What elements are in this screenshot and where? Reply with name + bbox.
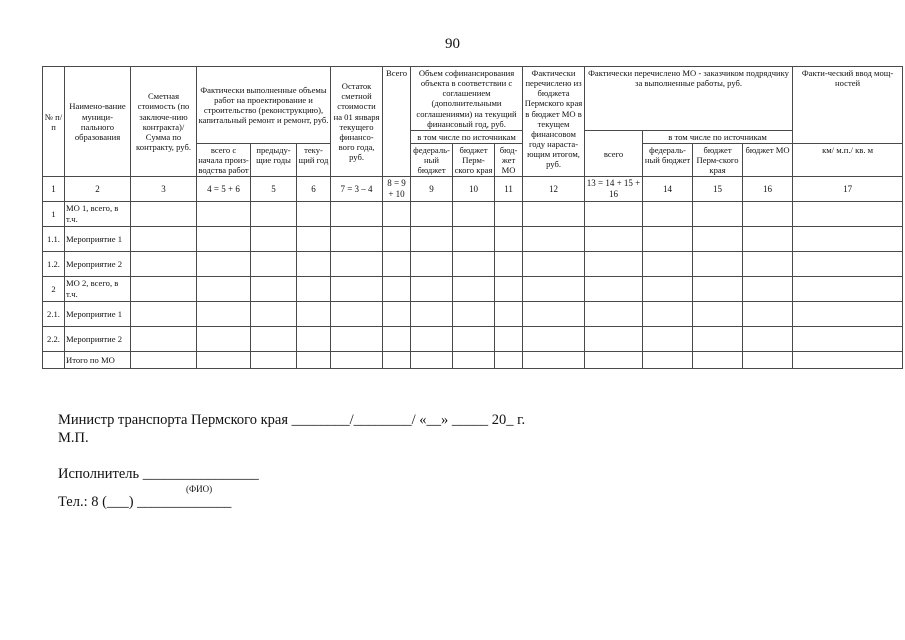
empty-cell (495, 326, 523, 351)
report-table-container (42, 66, 894, 369)
empty-cell (693, 251, 743, 276)
empty-cell (793, 301, 903, 326)
row-number: 1.2. (43, 251, 65, 276)
empty-cell (743, 226, 793, 251)
header-group-works: Фактически выполненные объемы работ на проектирование и строительство (реконструкцию), капитальный ремонт и ремонт, руб. (197, 67, 331, 144)
empty-cell (411, 276, 453, 301)
table-row (43, 226, 903, 251)
empty-cell (197, 226, 251, 251)
empty-cell (643, 326, 693, 351)
empty-cell (411, 226, 453, 251)
row-municipality-name: МО 2, всего, в т.ч. (65, 276, 131, 301)
empty-cell (197, 301, 251, 326)
empty-cell (383, 301, 411, 326)
empty-cell (523, 251, 585, 276)
empty-cell (643, 201, 693, 226)
empty-cell (331, 301, 383, 326)
empty-cell (251, 226, 297, 251)
empty-cell (693, 301, 743, 326)
empty-cell (197, 351, 251, 368)
empty-cell (331, 326, 383, 351)
empty-cell (743, 326, 793, 351)
empty-cell (197, 251, 251, 276)
header-col-paid-federal: федераль-ный бюджет (643, 143, 693, 176)
empty-cell (523, 276, 585, 301)
empty-cell (297, 351, 331, 368)
header-col-number: № п/п (43, 67, 65, 177)
column-number: 10 (453, 177, 495, 201)
header-col-paid-region: бюджет Перм-ского края (693, 143, 743, 176)
header-col-works-previous: предыду-щие годы (251, 143, 297, 176)
row-municipality-name: Мероприятие 1 (65, 226, 131, 251)
empty-cell (251, 301, 297, 326)
table-row (43, 276, 903, 301)
row-number: 1 (43, 201, 65, 226)
empty-cell (693, 326, 743, 351)
header-group-capacity: Факти-ческий ввод мощ-ностей (793, 67, 903, 144)
row-municipality-name: Мероприятие 2 (65, 251, 131, 276)
empty-cell (743, 351, 793, 368)
empty-cell (793, 351, 903, 368)
empty-cell (251, 251, 297, 276)
empty-cell (793, 226, 903, 251)
header-col-works-current: теку-щий год (297, 143, 331, 176)
column-number: 11 (495, 177, 523, 201)
column-number: 14 (643, 177, 693, 201)
column-number: 2 (65, 177, 131, 201)
column-numbers-row (43, 177, 903, 201)
empty-cell (643, 301, 693, 326)
empty-cell (297, 251, 331, 276)
fio-caption: (ФИО) (186, 484, 213, 494)
empty-cell (793, 326, 903, 351)
header-col-transferred-region: Фактически перечислено из бюджета Пермского края в бюджет МО в текущем финансовом году нараста-ющим итогом, руб. (523, 67, 585, 177)
empty-cell (743, 251, 793, 276)
empty-cell (411, 201, 453, 226)
stamp-place: М.П. (58, 430, 89, 446)
empty-cell (743, 276, 793, 301)
column-number: 17 (793, 177, 903, 201)
header-group-cofinancing: Объем софинансирования объекта в соответствии с соглашением (дополнительными соглашениями) на текущий финансовый год, руб. (411, 67, 523, 131)
empty-cell (585, 301, 643, 326)
empty-cell (495, 276, 523, 301)
empty-cell (197, 326, 251, 351)
row-municipality-name: Мероприятие 1 (65, 301, 131, 326)
table-row (43, 251, 903, 276)
table-row (43, 351, 903, 368)
empty-cell (331, 201, 383, 226)
empty-cell (197, 276, 251, 301)
row-number (43, 351, 65, 368)
empty-cell (383, 201, 411, 226)
header-col-cofin-mo: бюд-жет МО (495, 143, 523, 176)
empty-cell (131, 326, 197, 351)
empty-cell (523, 226, 585, 251)
empty-cell (453, 251, 495, 276)
empty-cell (523, 351, 585, 368)
report-table (42, 66, 903, 369)
table-row (43, 326, 903, 351)
column-number: 4 = 5 + 6 (197, 177, 251, 201)
header-col-remainder: Остаток сметной стоимости на 01 января текущего финансо-вого года, руб. (331, 67, 383, 177)
empty-cell (453, 301, 495, 326)
empty-cell (453, 351, 495, 368)
row-municipality-name: МО 1, всего, в т.ч. (65, 201, 131, 226)
empty-cell (793, 276, 903, 301)
empty-cell (383, 326, 411, 351)
empty-cell (793, 251, 903, 276)
empty-cell (495, 226, 523, 251)
empty-cell (297, 226, 331, 251)
empty-cell (411, 351, 453, 368)
empty-cell (411, 326, 453, 351)
empty-cell (523, 201, 585, 226)
header-paid-sources: в том числе по источникам (643, 130, 793, 143)
empty-cell (131, 351, 197, 368)
column-number: 1 (43, 177, 65, 201)
column-number: 7 = 3 – 4 (331, 177, 383, 201)
empty-cell (585, 351, 643, 368)
empty-cell (495, 201, 523, 226)
empty-cell (643, 351, 693, 368)
empty-cell (331, 226, 383, 251)
empty-cell (331, 351, 383, 368)
empty-cell (131, 226, 197, 251)
empty-cell (585, 226, 643, 251)
column-number: 15 (693, 177, 743, 201)
header-col-paid-total: всего (585, 130, 643, 177)
empty-cell (131, 201, 197, 226)
header-col-works-total: всего с начала произ-водства работ (198, 144, 249, 176)
table-row (43, 301, 903, 326)
empty-cell (453, 201, 495, 226)
row-number: 2.1. (43, 301, 65, 326)
empty-cell (331, 276, 383, 301)
empty-cell (643, 251, 693, 276)
empty-cell (131, 251, 197, 276)
empty-cell (251, 326, 297, 351)
executor-line: Исполнитель ________________ (58, 466, 259, 482)
column-number: 16 (743, 177, 793, 201)
empty-cell (383, 276, 411, 301)
phone-line: Тел.: 8 (___) _____________ (58, 494, 232, 510)
empty-cell (131, 301, 197, 326)
column-number: 9 (411, 177, 453, 201)
empty-cell (585, 251, 643, 276)
empty-cell (331, 251, 383, 276)
empty-cell (523, 301, 585, 326)
column-number: 12 (523, 177, 585, 201)
empty-cell (251, 276, 297, 301)
empty-cell (197, 201, 251, 226)
header-cofin-sources: в том числе по источникам (411, 130, 523, 143)
column-number: 3 (131, 177, 197, 201)
empty-cell (251, 351, 297, 368)
row-number: 1.1. (43, 226, 65, 251)
empty-cell (793, 201, 903, 226)
empty-cell (453, 326, 495, 351)
empty-cell (297, 301, 331, 326)
empty-cell (453, 226, 495, 251)
empty-cell (383, 226, 411, 251)
empty-cell (693, 226, 743, 251)
page-number: 90 (445, 36, 460, 52)
empty-cell (297, 276, 331, 301)
empty-cell (453, 276, 495, 301)
empty-cell (585, 201, 643, 226)
row-municipality-name: Мероприятие 2 (65, 326, 131, 351)
header-col-estimate: Сметная стоимость (по заключе-нию контракта)/ Сумма по контракту, руб. (131, 67, 197, 177)
header-col-paid-mo: бюджет МО (743, 143, 793, 176)
header-col-municipality: Наимено-вание муници-пального образования (65, 67, 131, 177)
empty-cell (297, 326, 331, 351)
header-col-cofin-region: бюджет Перм-ского края (453, 143, 495, 176)
empty-cell (411, 301, 453, 326)
row-municipality-name: Итого по МО (65, 351, 131, 368)
header-col-capacity-units: км/ м.п./ кв. м (793, 143, 903, 176)
empty-cell (643, 226, 693, 251)
empty-cell (693, 276, 743, 301)
empty-cell (585, 326, 643, 351)
header-col-cofin-federal: федераль-ный бюджет (411, 143, 453, 176)
empty-cell (693, 201, 743, 226)
table-row (43, 201, 903, 226)
empty-cell (643, 276, 693, 301)
empty-cell (383, 251, 411, 276)
empty-cell (495, 301, 523, 326)
empty-cell (251, 201, 297, 226)
empty-cell (383, 351, 411, 368)
empty-cell (693, 351, 743, 368)
empty-cell (131, 276, 197, 301)
row-number: 2 (43, 276, 65, 301)
empty-cell (411, 251, 453, 276)
empty-cell (743, 201, 793, 226)
empty-cell (523, 326, 585, 351)
empty-cell (495, 351, 523, 368)
minister-signature-line: Министр транспорта Пермского края ________/________/ «__» _____ 20_ г. (58, 412, 526, 428)
header-col-cofin-total: Всего (383, 67, 411, 177)
row-number: 2.2. (43, 326, 65, 351)
column-number: 13 = 14 + 15 + 16 (585, 177, 643, 201)
empty-cell (585, 276, 643, 301)
column-number: 6 (297, 177, 331, 201)
column-number: 5 (251, 177, 297, 201)
empty-cell (743, 301, 793, 326)
empty-cell (495, 251, 523, 276)
header-group-paid: Фактически перечислено МО - заказчиком подрядчику за выполненные работы, руб. (585, 67, 793, 131)
column-number: 8 = 9 + 10 (383, 177, 411, 201)
empty-cell (297, 201, 331, 226)
